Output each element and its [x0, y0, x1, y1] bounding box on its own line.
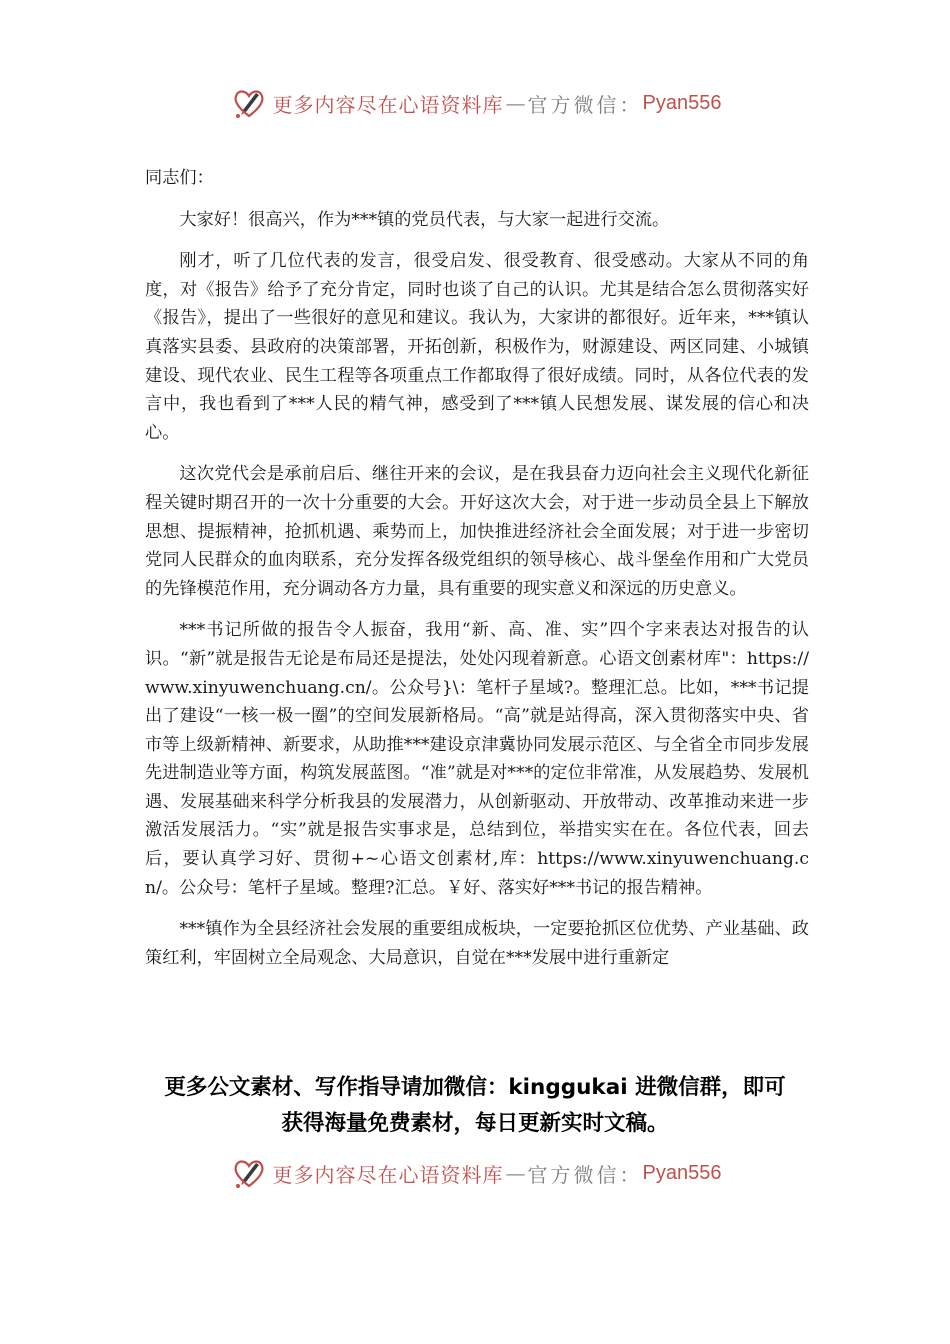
- footer-banner: [0, 1150, 950, 1196]
- header-banner: [0, 80, 950, 126]
- footer-wechat-id: Pyan556: [642, 1161, 722, 1184]
- header-wechat-label: 官方微信：: [527, 92, 643, 117]
- header-brand: 更多内容尽在心语资料库: [272, 92, 504, 117]
- footer-brand: 更多内容尽在心语资料库: [272, 1162, 504, 1187]
- pen-heart-icon: [229, 1153, 269, 1193]
- document-body: [145, 164, 809, 985]
- promo-line: 获得海量免费素材，每日更新实时文稿。: [281, 1111, 669, 1136]
- header-dash: —: [505, 91, 526, 115]
- paragraph: 这次党代会是承前启后、继往开来的会议，是在我县奋力迈向社会主义现代化新征程关键时期召开的一次十分重要的大会。开好这次大会，对于进一步动员全县上下解放思想、提振精神，抢抓机遇、乘势而上，加快推进经济社会全面发展；对于进一步密切党同人民群众的血肉联系，充分发挥各级党组织的领导核心、战斗堡垒作用和广大党员的先锋模范作用，充分调动各方力量，具有重要的现实意义和深远的历史意义。: [145, 464, 809, 599]
- paragraph: 大家好！很高兴，作为***镇的党员代表，与大家一起进行交流。: [179, 209, 670, 230]
- promo-line: 更多公文素材、写作指导请加微信：kinggukai 进微信群，即可: [164, 1075, 786, 1100]
- header-wechat-id: Pyan556: [642, 91, 722, 114]
- greeting: 同志们：: [145, 168, 214, 188]
- paragraph: ***镇作为全县经济社会发展的重要组成板块，一定要抢抓区位优势、产业基础、政策红利，牢固树立全局观念、大局意识，自觉在***发展中进行重新定: [145, 919, 809, 968]
- pen-heart-icon: [229, 83, 269, 123]
- paragraph: 刚才，听了几位代表的发言，很受启发、很受教育、很受感动。大家从不同的角度，对《报告》给予了充分肯定，同时也谈了自己的认识。尤其是结合怎么贯彻落实好《报告》，提出了一些很好的意见和建议。我认为，大家讲的都很好。近年来，***镇认真落实县委、县政府的决策部署，开拓创新，积极作为，财源建设、两区同建、小城镇建设、现代农业、民生工程等各项重点工作都取得了很好成绩。同时，从各位代表的发言中，我也看到了***人民的精气神，感受到了***镇人民想发展、谋发展的信心和决心。: [145, 251, 809, 443]
- footer-wechat-label: 官方微信：: [527, 1162, 643, 1187]
- promo-notice: [120, 1070, 830, 1142]
- paragraph: ***书记所做的报告令人振奋，我用“新、高、准、实”四个字来表达对报告的认识。“新”就是报告无论是布局还是提法，处处闪现着新意。心语文创素材库"：https://www.xinyuwenchuang.cn/。公众号}\：笔杆子星域?。整理汇总。比如，***书记提出了建设“一核一极一圈”的空间发展新格局。“高”就是站得高，深入贯彻落实中央、省市等上级新精神、新要求，从助推***建设京津冀协同发展示范区、与全省全市同步发展先进制造业等方面，构筑发展蓝图。“准”就是对***的定位非常准，从发展趋势、发展机遇、发展基础来科学分析我县的发展潜力，从创新驱动、开放带动、改革推动来进一步激活发展活力。“实”就是报告实事求是，总结到位，举措实实在在。各位代表，回去后，要认真学习好、贯彻+~心语文创素材,库：https://www.xinyuwenchuang.cn/。公众号：笔杆子星域。整理?汇总。￥好、落实好***书记的报告精神。: [145, 620, 809, 898]
- footer-dash: —: [505, 1161, 526, 1185]
